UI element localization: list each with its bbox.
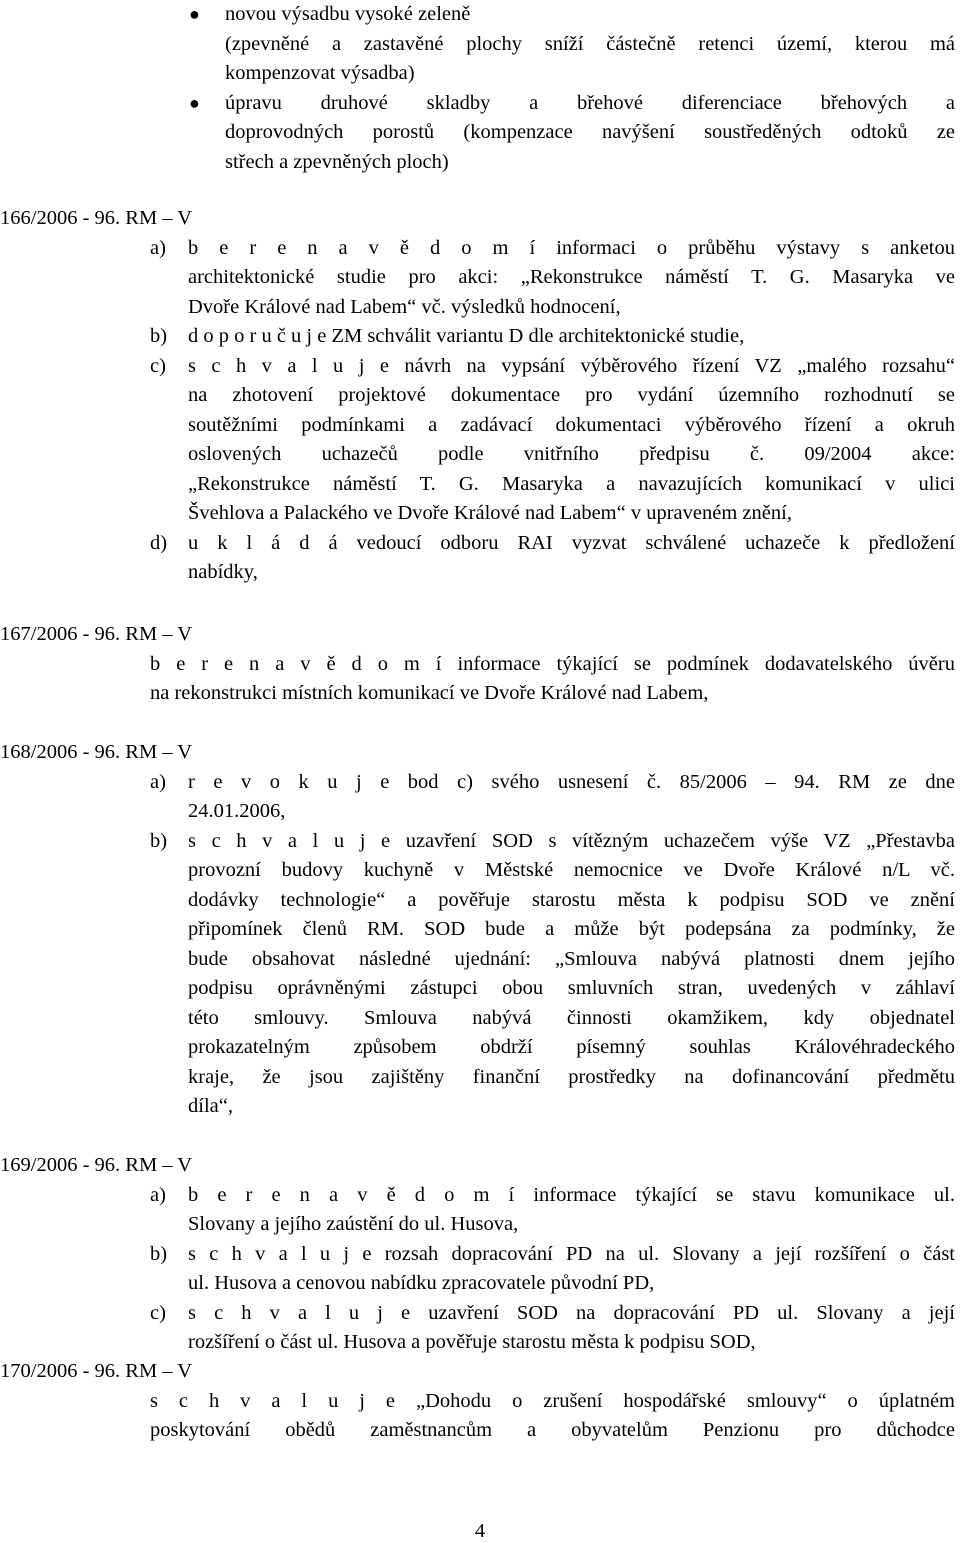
resolution-170 [0,1357,955,1446]
resolution-166 [0,204,955,588]
resolution-item [0,322,955,352]
item-letter: a) [150,1183,166,1206]
resolution-heading: 166/2006 - 96. RM – V [0,207,193,229]
bullet-line: doprovodných porostů (kompenzace navýšení soustředěných odtoků ze [225,121,955,143]
resolution-167 [0,620,955,709]
item-line: „Rekonstrukce náměstí T. G. Masaryka a navazujících komunikací v ulici [188,472,955,495]
resolution-item [0,352,955,529]
resolution-heading: 168/2006 - 96. RM – V [0,741,193,763]
resolution-item [0,1181,955,1240]
item-line: dodávky technologie“ a pověřuje starostu města k podpisu SOD ve znění [188,888,955,911]
resolution-168 [0,738,955,1122]
item-line: bude obsahovat následné ujednání: „Smlouva nabývá platnosti dnem jejího [188,947,955,970]
item-line: u k l á d á vedoucí odboru RAI vyzvat schválené uchazeče k předložení [188,531,955,554]
item-letter: b) [150,325,168,347]
resolution-item [0,1240,955,1299]
item-line: prokazatelným způsobem obdrží písemný souhlas Královéhradeckého [188,1036,955,1058]
item-line: kraje, že jsou zajištěny finanční prostředky na dofinancování předmětu [188,1065,955,1088]
item-line: ul. Husova a cenovou nabídku zpracovatele původní PD, [188,1272,655,1294]
item-line: provozní budovy kuchyně v Městské nemocnice ve Dvoře Králové n/L vč. [188,859,955,881]
resolution-heading: 170/2006 - 96. RM – V [0,1360,193,1382]
item-letter: a) [150,770,166,793]
item-line: r e v o k u j e bod c) svého usnesení č. 85/2006 – 94. RM ze dne [188,770,955,793]
item-line: oslovených uchazečů podle vnitřního předpisu č. 09/2004 akce: [188,443,955,465]
resolution-item [0,1299,955,1358]
bullet-line: novou výsadbu vysoké zeleně [225,3,471,25]
item-line: nabídky, [188,561,258,583]
item-line: díla“, [188,1095,233,1117]
item-letter: b) [150,1242,168,1265]
item-letter: a) [150,236,166,259]
item-line: s c h v a l u j e rozsah dopracování PD na ul. Slovany a její rozšíření o část [188,1242,955,1265]
item-letter: d) [150,531,168,554]
list-item [0,0,955,89]
list-item [0,89,955,178]
item-line: s c h v a l u j e uzavření SOD na dopracování PD ul. Slovany a její [188,1301,955,1324]
item-line: d o p o r u č u j e ZM schválit variantu D dle architektonické studie, [188,325,745,347]
resolution-item [0,529,955,588]
bullet-line: střech a zpevněných ploch) [225,150,449,173]
resolution-item [0,234,955,323]
resolution-169 [0,1151,955,1358]
resolution-line: b e r e n a v ě d o m í informace týkající se podmínek dodavatelského úvěru [150,652,955,675]
item-line: s c h v a l u j e uzavření SOD s vítězným uchazečem výše VZ „Přestavba [188,829,955,852]
item-line: na zhotovení projektové dokumentace pro vydání územního rozhodnutí se [188,384,955,406]
page-number: 4 [474,1520,486,1542]
bullet-icon: ● [189,92,200,113]
resolution-item [0,827,955,1122]
item-line: Slovany a jejího zaústění do ul. Husova, [188,1213,519,1235]
item-line: 24.01.2006, [188,800,286,822]
item-line: Dvoře Králové nad Labem“ vč. výsledků hodnocení, [188,295,621,318]
resolution-line: na rekonstrukci místních komunikací ve Dvoře Králové nad Labem, [150,682,709,704]
bullet-list [0,0,955,177]
item-letter: c) [150,1301,166,1324]
item-line: soutěžními podmínkami a zadávací dokumentaci výběrového řízení a okruh [188,413,955,436]
resolution-line: s c h v a l u j e „Dohodu o zrušení hospodářské smlouvy“ o úplatném [150,1389,955,1412]
bullet-line: kompenzovat výsadba) [225,62,415,84]
item-line: připomínek členů RM. SOD bude a může být podepsána za podmínky, že [188,918,955,940]
bullet-icon: ● [189,4,200,24]
resolution-line: poskytování obědů zaměstnancům a obyvatelům Penzionu pro důchodce [150,1419,955,1441]
item-line: této smlouvy. Smlouva nabývá činnosti okamžikem, kdy objednatel [188,1006,955,1029]
item-line: podpisu oprávněnými zástupci obou smluvních stran, uvedených v záhlaví [188,977,955,999]
bullet-line: úpravu druhové skladby a břehové diferenciace břehových a [225,91,955,114]
item-letter: b) [150,829,168,852]
resolution-heading: 169/2006 - 96. RM – V [0,1154,193,1176]
item-line: b e r e n a v ě d o m í informace týkající se stavu komunikace ul. [188,1183,955,1206]
resolution-heading: 167/2006 - 96. RM – V [0,623,193,645]
item-line: s c h v a l u j e návrh na vypsání výběrového řízení VZ „malého rozsahu“ [188,354,955,377]
resolution-item [0,768,955,827]
bullet-line: (zpevněné a zastavěné plochy sníží částečně retenci území, kterou má [225,32,955,55]
item-line: Švehlova a Palackého ve Dvoře Králové nad Labem“ v upraveném znění, [188,502,792,524]
item-line: rozšíření o část ul. Husova a pověřuje starostu města k podpisu SOD, [188,1331,756,1353]
item-line: b e r e n a v ě d o m í informaci o průběhu výstavy s anketou [188,236,955,259]
item-line: architektonické studie pro akci: „Rekonstrukce náměstí T. G. Masaryka ve [188,266,955,288]
item-letter: c) [150,354,166,377]
